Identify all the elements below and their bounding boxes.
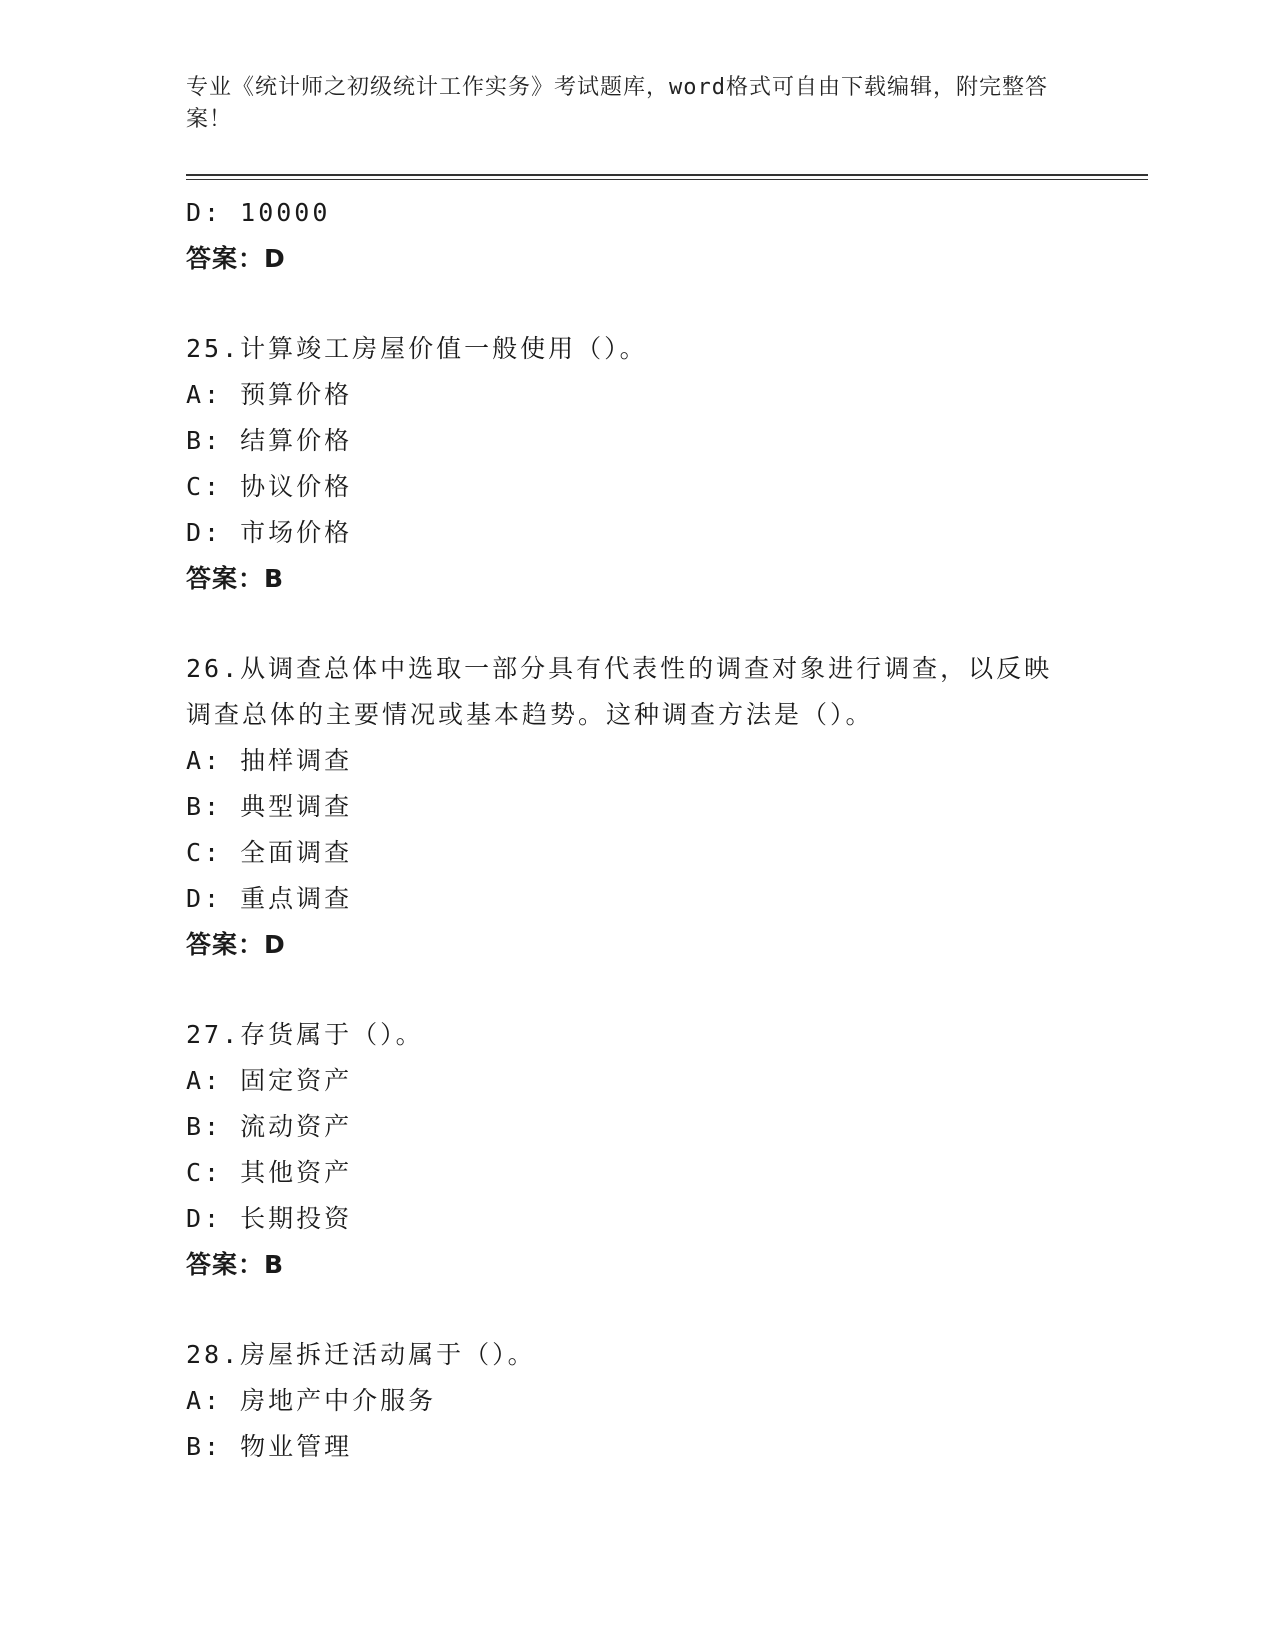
question-26: [186, 646, 1086, 968]
spacer: [186, 602, 1086, 646]
option-c: C: 全面调查: [186, 838, 353, 867]
question-list: [186, 190, 1086, 1470]
option-b: B: 结算价格: [186, 426, 353, 455]
question-25: [186, 326, 1086, 602]
answer: 答案：B: [186, 1250, 285, 1279]
answer: 答案：B: [186, 564, 285, 593]
option-d: D: 10000: [186, 198, 331, 227]
question-27: [186, 1012, 1086, 1288]
option-d: D: 市场价格: [186, 518, 353, 547]
question-stem: 28.房屋拆迁活动属于（）。: [186, 1340, 536, 1369]
spacer: [186, 968, 1086, 1012]
option-a: A: 预算价格: [186, 380, 353, 409]
option-a: A: 固定资产: [186, 1066, 353, 1095]
option-b: B: 物业管理: [186, 1432, 353, 1461]
header-rule-thick: [186, 174, 1148, 176]
question-stem: 27.存货属于（）。: [186, 1020, 424, 1049]
spacer: [186, 1288, 1086, 1332]
option-c: C: 其他资产: [186, 1158, 353, 1187]
question-stem-line-1: 26.从调查总体中选取一部分具有代表性的调查对象进行调查，以反映: [186, 654, 1053, 683]
question-stem-line-2: 调查总体的主要情况或基本趋势。这种调查方法是（）。: [186, 700, 874, 729]
previous-question-tail: [186, 190, 1086, 282]
header-rule-thin: [186, 179, 1148, 180]
option-c: C: 协议价格: [186, 472, 353, 501]
question-28: [186, 1332, 1086, 1470]
option-d: D: 重点调查: [186, 884, 353, 913]
option-a: A: 抽样调查: [186, 746, 353, 775]
answer: 答案：D: [186, 244, 286, 273]
answer: 答案：D: [186, 930, 286, 959]
spacer: [186, 282, 1086, 326]
document-header: 专业《统计师之初级统计工作实务》考试题库，word格式可自由下载编辑，附完整答案！: [186, 75, 1048, 132]
option-b: B: 典型调查: [186, 792, 353, 821]
question-stem: 25.计算竣工房屋价值一般使用（）。: [186, 334, 648, 363]
option-d: D: 长期投资: [186, 1204, 353, 1233]
option-b: B: 流动资产: [186, 1112, 353, 1141]
option-a: A: 房地产中介服务: [186, 1386, 437, 1415]
